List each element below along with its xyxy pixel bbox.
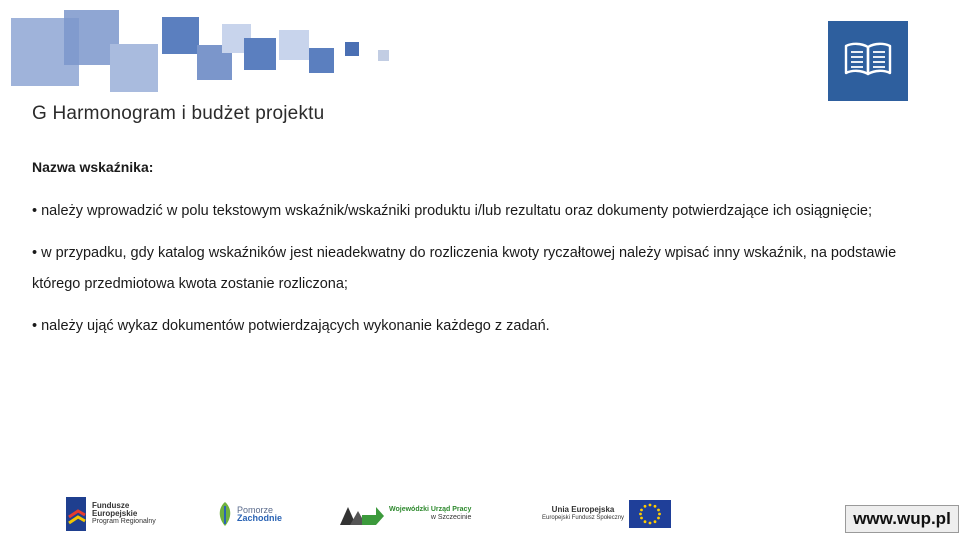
- deco-square: [309, 48, 334, 73]
- deco-square: [279, 30, 309, 60]
- logo-text: Program Regionalny: [92, 518, 156, 525]
- logo-text: w Szczecinie: [430, 514, 472, 521]
- logo-text: Zachodnie: [237, 513, 283, 523]
- logo-text: Pomorze: [237, 505, 274, 515]
- logo-unia-europejska: [542, 495, 671, 533]
- deco-square: [345, 42, 359, 56]
- section-label: Nazwa wskaźnika:: [32, 159, 154, 175]
- website-url[interactable]: www.wup.pl: [845, 505, 959, 533]
- bullet-list: [32, 196, 922, 353]
- pomorze-leaf-icon: [216, 500, 234, 528]
- book-badge: [828, 21, 908, 101]
- wup-emblem-icon: [338, 501, 384, 527]
- bullet-item: • należy ująć wykaz dokumentów potwierdzających wykonanie każdego z zadań.: [32, 318, 550, 334]
- logo-pomorze-zachodnie: [216, 495, 282, 533]
- fe-flag-icon: [66, 497, 88, 531]
- logo-text: Fundusze: [92, 501, 130, 510]
- slide-title: G Harmonogram i budżet projektu: [32, 103, 325, 124]
- logo-text: Unia Europejska: [551, 505, 615, 514]
- deco-square: [110, 44, 158, 92]
- bullet-item: • w przypadku, gdy katalog wskaźników jest nieadekwatny do rozliczenia kwoty ryczałtowej należy wpisać inny wskaźnik, na podstawie którego przedmiotowa kwota zostanie rozliczona;: [32, 245, 897, 292]
- deco-square: [162, 17, 199, 54]
- eu-flag-icon: [629, 500, 671, 528]
- logo-text: Europejski Fundusz Społeczny: [542, 515, 625, 521]
- logo-wup-szczecin: [338, 495, 471, 533]
- logo-fundusze-europejskie: [66, 495, 156, 533]
- deco-square: [244, 38, 276, 70]
- logo-text: Wojewódzki Urząd Pracy: [389, 506, 472, 513]
- deco-square: [378, 50, 389, 61]
- logo-text: Europejskie: [92, 509, 138, 518]
- bullet-item: • należy wprowadzić w polu tekstowym wskaźnik/wskaźniki produktu i/lub rezultatu oraz dokumenty potwierdzające ich osiągnięcie;: [32, 203, 873, 219]
- open-book-icon: [843, 39, 893, 84]
